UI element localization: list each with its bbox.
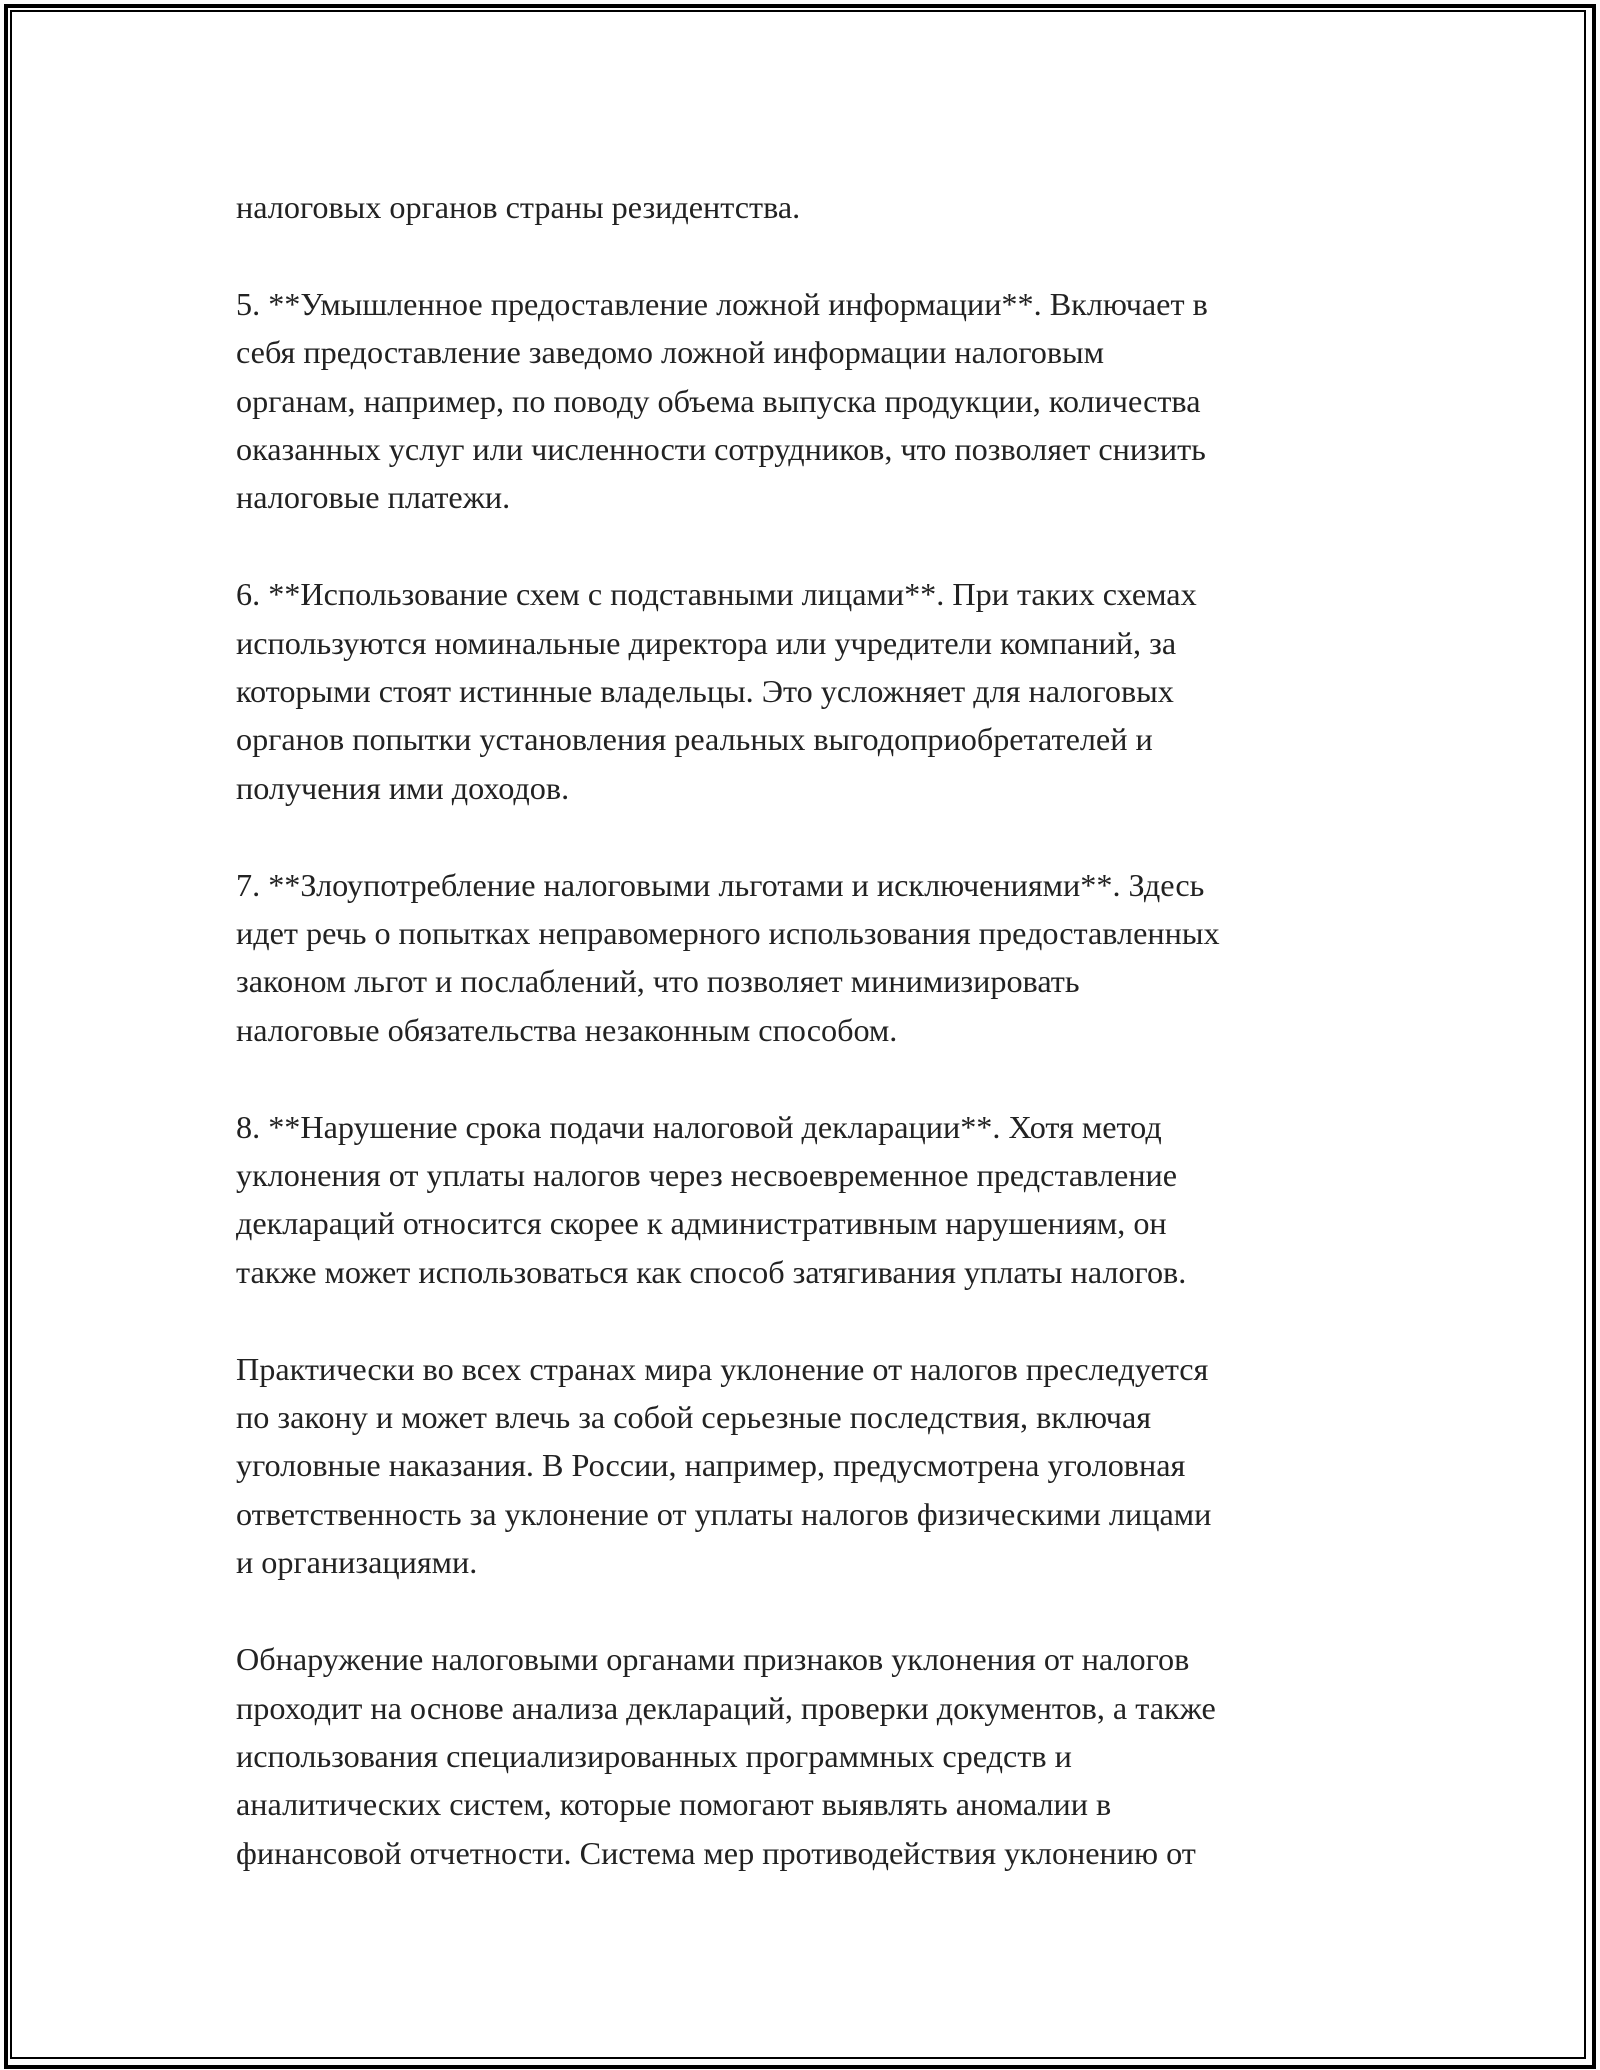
text-line: также может использоваться как способ затягивания уплаты налогов. — [236, 1253, 1187, 1290]
document-body — [236, 183, 1386, 1877]
text-line: налоговых органов страны резидентства. — [236, 189, 801, 225]
text-line: органам, например, по поводу объема выпуска продукции, количества — [236, 382, 1201, 419]
paragraph — [236, 1103, 1386, 1297]
text-line: которыми стоят истинные владельцы. Это усложняет для налоговых — [236, 673, 1174, 710]
text-line: идет речь о попытках неправомерного использования предоставленных — [236, 915, 1220, 952]
text-line: использования специализированных программных средств и — [236, 1737, 1072, 1774]
paragraph — [236, 280, 1386, 522]
text-line: и организациями. — [236, 1544, 478, 1581]
text-line: 7. **Злоупотребление налоговыми льготами и исключениями**. Здесь — [236, 866, 1205, 903]
text-line: 8. **Нарушение срока подачи налоговой декларации**. Хотя метод — [236, 1108, 1162, 1145]
text-line: проходит на основе анализа деклараций, проверки документов, а также — [236, 1689, 1216, 1726]
text-line: Практически во всех странах мира уклонение от налогов преследуется — [236, 1350, 1209, 1387]
text-line: деклараций относится скорее к административным нарушениям, он — [236, 1205, 1167, 1242]
text-line: аналитических систем, которые помогают выявлять аномалии в — [236, 1786, 1112, 1823]
text-line: себя предоставление заведомо ложной информации налоговым — [236, 334, 1105, 371]
text-line: ответственность за уклонение от уплаты налогов физическими лицами — [236, 1495, 1212, 1532]
paragraph — [236, 570, 1386, 812]
paragraph — [236, 183, 1386, 231]
text-line: Обнаружение налоговыми органами признаков уклонения от налогов — [236, 1641, 1190, 1678]
text-line: оказанных услуг или численности сотрудников, что позволяет снизить — [236, 431, 1206, 468]
text-line: уклонения от уплаты налогов через несвоевременное представление — [236, 1157, 1178, 1194]
text-line: органов попытки установления реальных выгодоприобретателей и — [236, 721, 1153, 758]
text-line: 5. **Умышленное предоставление ложной информации**. Включает в — [236, 285, 1208, 322]
paragraph — [236, 861, 1386, 1055]
paragraph — [236, 1345, 1386, 1587]
text-line: налоговые обязательства незаконным способом. — [236, 1011, 898, 1048]
text-line: по закону и может влечь за собой серьезные последствия, включая — [236, 1399, 1152, 1436]
text-line: налоговые платежи. — [236, 479, 511, 516]
paragraph — [236, 1635, 1386, 1877]
text-line: финансовой отчетности. Система мер противодействия уклонению от — [236, 1834, 1196, 1871]
text-line: уголовные наказания. В России, например, предусмотрена уголовная — [236, 1447, 1186, 1484]
text-line: 6. **Использование схем с подставными лицами**. При таких схемах — [236, 576, 1197, 613]
text-line: законом льгот и послаблений, что позволяет минимизировать — [236, 963, 1080, 1000]
text-line: получения ими доходов. — [236, 769, 570, 806]
text-line: используются номинальные директора или учредители компаний, за — [236, 624, 1177, 661]
